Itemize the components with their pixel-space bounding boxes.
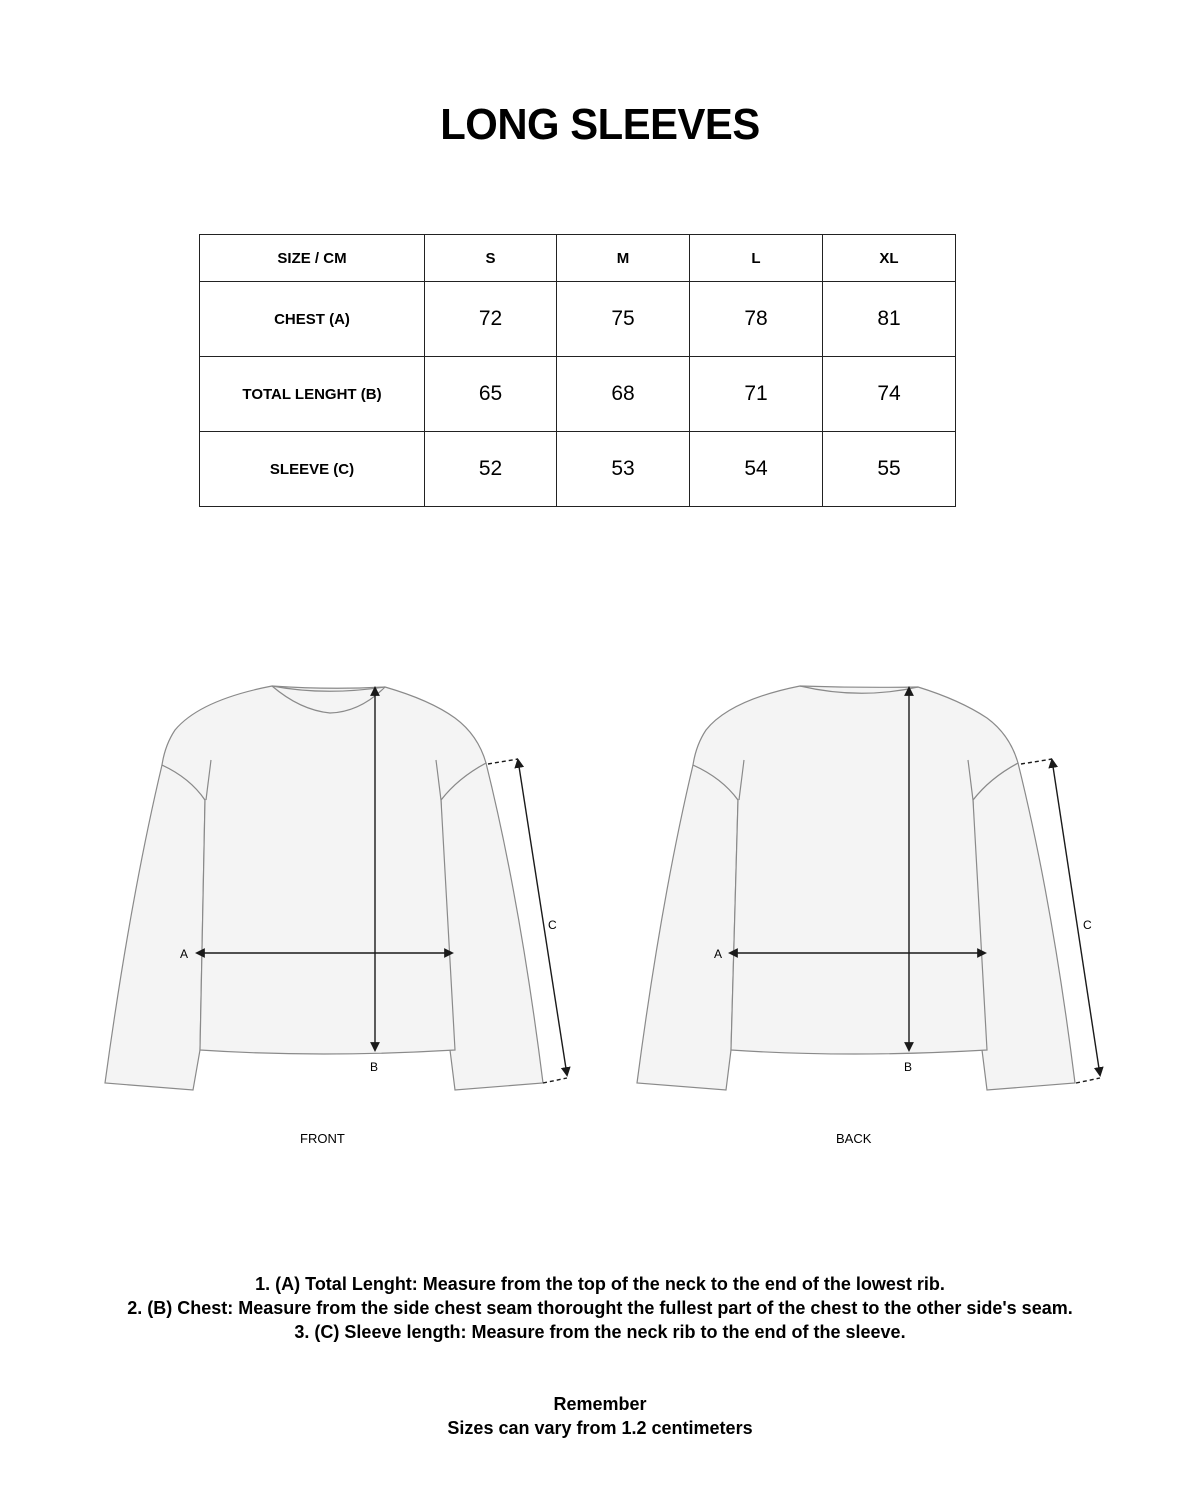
note-total-length: 1. (A) Total Lenght: Measure from the top of the neck to the end of the lowest rib. — [255, 1274, 945, 1294]
front-sweater-illustration — [105, 686, 543, 1090]
table-header-row — [200, 235, 956, 282]
header-xl: XL — [823, 235, 956, 282]
remember-section — [0, 1392, 1200, 1440]
note-sleeve-length: 3. (C) Sleeve length: Measure from the neck rib to the end of the sleeve. — [294, 1322, 906, 1342]
cell-value: 55 — [823, 432, 956, 507]
back-view-label: BACK — [836, 1131, 872, 1146]
cell-value: 52 — [425, 432, 557, 507]
cell-value: 75 — [557, 282, 690, 357]
header-m: M — [557, 235, 690, 282]
front-marker-c: C — [548, 918, 557, 932]
cell-value: 74 — [823, 357, 956, 432]
front-view-label: FRONT — [300, 1131, 345, 1146]
page-title: LONG SLEEVES — [440, 100, 760, 149]
header-l: L — [690, 235, 823, 282]
table-row — [200, 357, 956, 432]
cell-value: 78 — [690, 282, 823, 357]
row-label-chest: CHEST (A) — [200, 282, 425, 357]
cell-value: 54 — [690, 432, 823, 507]
cell-value: 68 — [557, 357, 690, 432]
cell-value: 71 — [690, 357, 823, 432]
back-marker-c: C — [1083, 918, 1092, 932]
front-marker-a: A — [180, 947, 189, 961]
table-row — [200, 282, 956, 357]
remember-text: Sizes can vary from 1.2 centimeters — [447, 1418, 753, 1438]
measurement-notes — [0, 1272, 1200, 1344]
front-marker-b: B — [370, 1060, 379, 1074]
back-sweater-illustration — [637, 686, 1075, 1090]
row-label-total-length: TOTAL LENGHT (B) — [200, 357, 425, 432]
garment-diagrams — [0, 660, 1200, 1110]
cell-value: 53 — [557, 432, 690, 507]
header-size-cm: SIZE / CM — [200, 235, 425, 282]
cell-value: 81 — [823, 282, 956, 357]
table-row — [200, 432, 956, 507]
back-marker-b: B — [904, 1060, 913, 1074]
cell-value: 65 — [425, 357, 557, 432]
cell-value: 72 — [425, 282, 557, 357]
header-s: S — [425, 235, 557, 282]
remember-heading: Remember — [553, 1394, 647, 1414]
size-chart-table — [199, 234, 956, 507]
row-label-sleeve: SLEEVE (C) — [200, 432, 425, 507]
note-chest: 2. (B) Chest: Measure from the side chest seam thorought the fullest part of the chest to the other side's seam. — [127, 1298, 1073, 1318]
back-marker-a: A — [714, 947, 723, 961]
